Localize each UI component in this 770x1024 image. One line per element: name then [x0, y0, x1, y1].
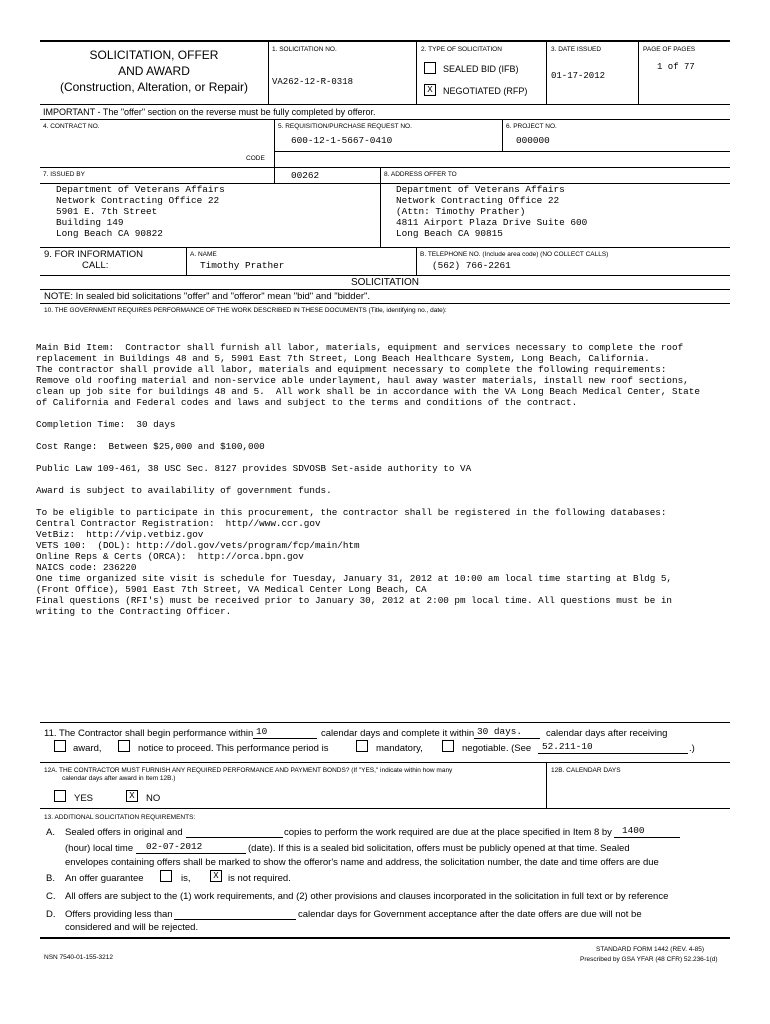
address-offer-to	[396, 184, 587, 239]
telephone-label: B. TELEPHONE NO. (Include area code) (NO COLLECT CALLS)	[420, 251, 609, 258]
negotiable-checkbox[interactable]	[442, 740, 454, 752]
address-line: Network Contracting Office 22	[396, 195, 560, 206]
sealed-bid-label: SEALED BID (IFB)	[443, 64, 519, 74]
item13b-letter: B.	[46, 873, 55, 884]
form-title-line3: (Construction, Alteration, or Repair)	[59, 80, 249, 94]
top-border	[40, 40, 730, 42]
fill-line	[538, 753, 688, 754]
rule	[274, 151, 730, 152]
item13a-text5: envelopes containing offers shall be marked to show the offeror's name and address, the solicitation number, the date and time offers are due	[65, 857, 659, 868]
item11-text-c: calendar days after receiving	[546, 728, 668, 739]
item10-label: 10. THE GOVERNMENT REQUIRES PERFORMANCE OF THE WORK DESCRIBED IN THESE DOCUMENTS (Title, identifying no., date):	[44, 307, 447, 314]
notice-to-proceed-checkbox[interactable]	[118, 740, 130, 752]
divider	[416, 247, 417, 275]
requisition-value: 600-12-1-5667-0410	[291, 135, 393, 146]
bonds-no-label: NO	[146, 793, 161, 804]
item11-text-b: calendar days and complete it within	[321, 728, 475, 739]
item12b-label: 12B. CALENDAR DAYS	[551, 767, 621, 774]
bonds-yes-label: YES	[74, 793, 94, 804]
bottom-border	[40, 937, 730, 939]
see-reference-value[interactable]: 52.211-10	[542, 741, 593, 752]
offers-due-date[interactable]: 02-07-2012	[146, 841, 203, 852]
requisition-label: 5. REQUISITION/PURCHASE REQUEST NO.	[278, 123, 412, 130]
divider	[638, 40, 639, 104]
divider	[274, 119, 275, 167]
negotiated-checkbox[interactable]: X	[424, 84, 436, 96]
bonds-yes-checkbox[interactable]	[54, 790, 66, 802]
address-offer-label: 8. ADDRESS OFFER TO	[384, 171, 457, 178]
guarantee-is-checkbox[interactable]	[160, 870, 172, 882]
issued-by-address	[56, 184, 225, 239]
page-of-pages-label: PAGE OF PAGES	[643, 46, 696, 53]
project-no-label: 6. PROJECT NO.	[506, 123, 557, 130]
date-issued-label: 3. DATE ISSUED	[551, 46, 602, 53]
divider	[274, 167, 275, 183]
issued-by-code: 00262	[291, 170, 320, 181]
item11-text-a: 11. The Contractor shall begin performance within	[44, 728, 254, 739]
solicitation-no-value: VA262-12-R-0318	[272, 77, 354, 87]
item13-label: 13. ADDITIONAL SOLICITATION REQUIREMENTS:	[44, 814, 196, 821]
negotiated-label: NEGOTIATED (RFP)	[443, 86, 528, 96]
form-title-line2: AND AWARD	[118, 64, 190, 78]
solicitation-heading: SOLICITATION	[351, 277, 419, 288]
divider	[186, 247, 187, 275]
rule	[40, 762, 730, 763]
contact-name: Timothy Prather	[200, 260, 285, 271]
divider	[268, 40, 269, 104]
fill-line	[614, 837, 680, 838]
standard-form-number: STANDARD FORM 1442 (REV. 4-85)	[596, 946, 705, 953]
divider	[380, 167, 381, 247]
item12a-label	[44, 767, 452, 783]
item13c-text: All offers are subject to the (1) work requirements, and (2) other provisions and clauses incorporated in the solicitation in full text or by reference	[65, 891, 669, 902]
divider	[502, 119, 503, 151]
award-label: award,	[73, 743, 102, 754]
contract-no-label: 4. CONTRACT NO.	[43, 123, 100, 130]
negotiable-label: negotiable. (See	[462, 743, 532, 754]
rule	[40, 119, 730, 120]
item13a-text2: copies to perform the work required are due at the place specified in Item 8 by	[284, 827, 612, 838]
for-information-label	[44, 249, 143, 271]
rule	[40, 808, 730, 809]
mandatory-label: mandatory,	[376, 743, 423, 754]
begin-days-value[interactable]: 10	[256, 726, 268, 737]
rule	[40, 247, 730, 248]
for-information-line2: CALL:	[82, 260, 109, 271]
solicitation-no-label: 1. SOLICITATION NO.	[272, 46, 337, 53]
address-line: Long Beach CA 90815	[396, 228, 503, 239]
rule	[40, 167, 730, 168]
fill-line	[253, 738, 317, 739]
page-of-pages-value: 1 of 77	[657, 62, 695, 72]
solicitation-note: NOTE: In sealed bid solicitations "offer" and "offeror" mean "bid" and "bidder".	[44, 291, 371, 302]
fill-line	[136, 853, 246, 854]
divider	[416, 40, 417, 104]
offers-due-time[interactable]: 1400	[622, 825, 645, 836]
fill-line	[174, 919, 296, 920]
item13c-letter: C.	[46, 891, 56, 902]
address-line: 4811 Airport Plaza Drive Suite 600	[396, 217, 588, 228]
item13d-text2: calendar days for Government acceptance after the date offers are due will not be	[298, 909, 642, 920]
for-information-line1: 9. FOR INFORMATION	[44, 249, 144, 260]
item11-close: .)	[689, 743, 695, 754]
form-title-line1: SOLICITATION, OFFER	[89, 48, 219, 62]
name-label: A. NAME	[190, 251, 217, 258]
divider	[546, 762, 547, 808]
item13d-text3: considered and will be rejected.	[65, 922, 199, 933]
prescribed-by: Prescribed by GSA YFAR (48 CFR) 52.236-1(d)	[580, 956, 718, 963]
item13a-letter: A.	[46, 827, 55, 838]
item12a-label-line2: calendar days after award in Item 12B.)	[62, 775, 176, 782]
issued-by-label: 7. ISSUED BY	[43, 171, 85, 178]
address-line: Department of Veterans Affairs	[56, 184, 225, 195]
rule	[40, 303, 730, 304]
guarantee-is-label: is,	[181, 873, 191, 884]
item13b-text1: An offer guarantee	[65, 873, 144, 884]
complete-days-value[interactable]: 30 days.	[477, 726, 523, 737]
date-issued-value: 01-17-2012	[551, 71, 606, 81]
item13a-text1: Sealed offers in original and	[65, 827, 183, 838]
rule	[40, 104, 730, 105]
address-line: Long Beach CA 90822	[56, 228, 163, 239]
rule	[40, 275, 730, 276]
item13d-text1: Offers providing less than	[65, 909, 173, 920]
work-description: Main Bid Item: Contractor shall furnish all labor, materials, equipment and services necessary to complete the roof replacement in Buildings 48 and 5, 5901 East 7th Street, Long Beach Healthcare System, Long Beach, California. The contractor shall provide all labor, materials and equipment necessary to complete the following requirements: Remove old roofing material and non-service able underlayment, haul away waster materials, install new roof sections, clean up job site for buildings 48 and 5. All work shall be in accordance with the VA Long Beach Medical Center, State of California and Federal codes and laws and subject to the terms and conditions of the contract. Completion Time: 30 days Cost Range: Between $25,000 and $100,000 Public Law 109-461, 38 USC Sec. 8127 provides SDVOSB Set-aside authority to VA Award is subject to availability of government funds. To be eligible to participate in this procurement, the contractor shall be registered in the following databases: Central Contractor Registration: http//www.ccr.gov VetBiz: http://vip.vetbiz.gov VETS 100: (DOL): http://dol.gov/vets/program/fcp/main/htm Online Reps & Certs (ORCA): http://orca.bpn.gov NAICS code: 236220 One time organized site visit is schedule for Tuesday, January 31, 2012 at 10:00 am local time starting at Bldg 5, (Front Office), 5901 East 7th Street, VA Medical Center Long Beach, CA Final questions (RFI's) must be received prior to January 30, 2012 at 2:00 pm local time. All questions must be in writing to the Contracting Officer.	[36, 342, 700, 617]
item13a-text3: (hour) local time	[65, 843, 134, 854]
item13a-text4: (date). If this is a sealed bid solicitation, offers must be publicly opened at that time. Sealed	[248, 843, 630, 854]
code-label: CODE	[246, 155, 265, 162]
nsn-number: NSN 7540-01-155-3212	[44, 954, 114, 961]
important-note: IMPORTANT - The "offer" section on the reverse must be fully completed by offeror.	[43, 107, 376, 117]
guarantee-is-not-label: is not required.	[228, 873, 291, 884]
address-line: (Attn: Timothy Prather)	[396, 206, 526, 217]
telephone-value: (562) 766-2261	[432, 260, 511, 271]
fill-line	[474, 738, 540, 739]
fill-line	[186, 837, 283, 838]
address-line: Network Contracting Office 22	[56, 195, 220, 206]
sealed-bid-checkbox[interactable]	[424, 62, 436, 74]
address-line: Building 149	[56, 217, 124, 228]
type-of-solicitation-label: 2. TYPE OF SOLICITATION	[421, 46, 502, 53]
address-line: Department of Veterans Affairs	[396, 184, 565, 195]
item13d-letter: D.	[46, 909, 56, 920]
rule	[40, 722, 730, 723]
notice-to-proceed-label: notice to proceed. This performance period is	[138, 743, 329, 754]
mandatory-checkbox[interactable]	[356, 740, 368, 752]
item12a-label-line1: 12A. THE CONTRACTOR MUST FURNISH ANY REQUIRED PERFORMANCE AND PAYMENT BONDS? (If "YES," indicate within how many	[44, 767, 453, 774]
guarantee-is-not-checkbox[interactable]: X	[210, 870, 222, 882]
form-title	[40, 47, 268, 95]
project-no-value: 000000	[516, 135, 550, 146]
rule	[40, 289, 730, 290]
address-line: 5901 E. 7th Street	[56, 206, 158, 217]
award-checkbox[interactable]	[54, 740, 66, 752]
bonds-no-checkbox[interactable]: X	[126, 790, 138, 802]
divider	[546, 40, 547, 104]
